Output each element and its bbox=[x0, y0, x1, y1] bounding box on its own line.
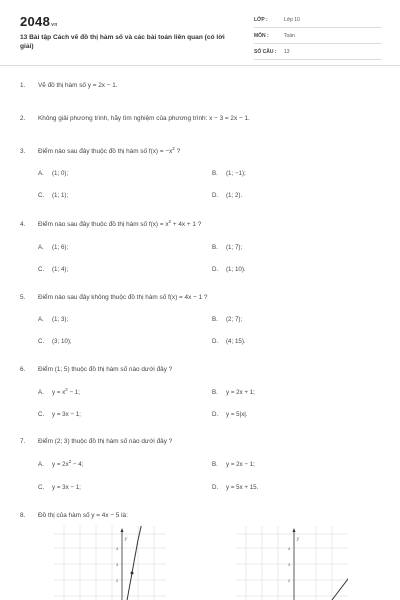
tick-label: 3 bbox=[116, 562, 119, 567]
tick-label: 3 bbox=[288, 562, 291, 567]
y-axis-label: y bbox=[297, 537, 300, 542]
meta-question-count: SỐ CÂU : 13 bbox=[254, 46, 382, 60]
graph-grid bbox=[54, 526, 166, 600]
graph-grid bbox=[236, 526, 348, 600]
graph-option-left[interactable] bbox=[54, 526, 166, 600]
graph-line bbox=[332, 542, 348, 600]
y-axis-label: y bbox=[125, 537, 128, 542]
graph-line bbox=[138, 526, 148, 540]
tick-label: 4 bbox=[288, 546, 291, 551]
graph-line bbox=[126, 540, 138, 600]
meta-subject: MÔN : Toán bbox=[254, 30, 382, 44]
tick-label: 4 bbox=[116, 546, 119, 551]
document-header bbox=[0, 0, 400, 66]
graph-option-right[interactable] bbox=[236, 526, 348, 600]
site-logo[interactable]: 2048vn bbox=[20, 14, 58, 29]
y-axis-arrow bbox=[121, 528, 124, 532]
y-axis-arrow bbox=[293, 528, 296, 532]
meta-class: LỚP : Lớp 10 bbox=[254, 14, 382, 28]
tick-label: 2 bbox=[288, 578, 291, 583]
page-title: 13 Bài tập Cách vẽ đồ thị hàm số và các bài toán liên quan (có lời giải) bbox=[20, 34, 225, 50]
tick-label: 2 bbox=[116, 578, 119, 583]
graph-point bbox=[131, 572, 134, 575]
